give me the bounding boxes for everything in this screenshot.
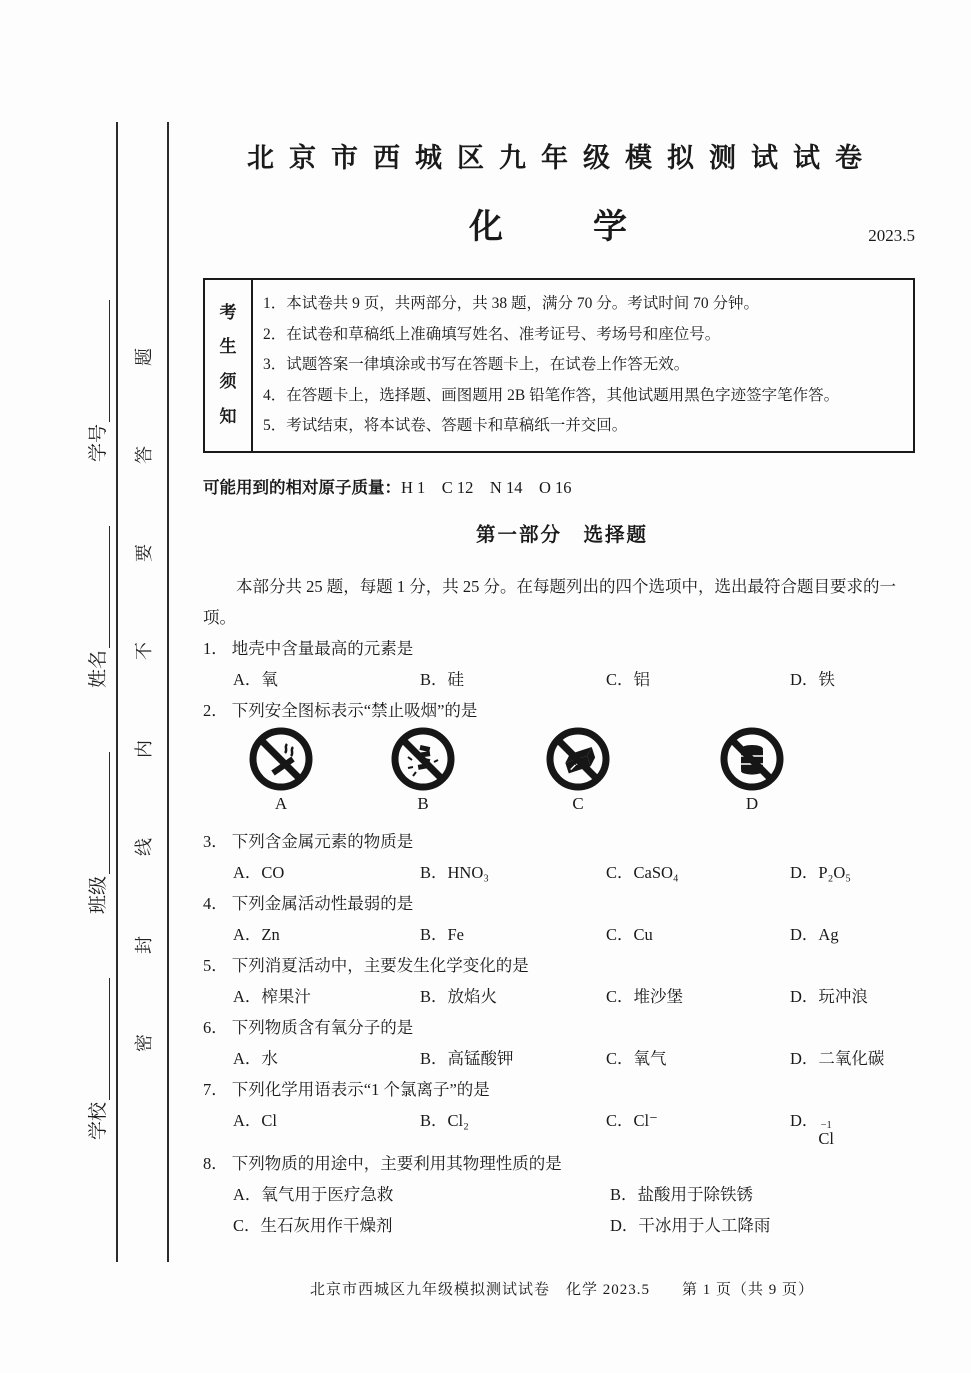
question-7-options (203, 1105, 921, 1148)
option: A．Cl (233, 1110, 278, 1130)
field-school-label: 学校 (88, 1101, 109, 1140)
question-6-options (203, 1043, 921, 1074)
question-5-options (203, 981, 921, 1012)
question-2-stem (203, 695, 921, 726)
question-1-stem (203, 633, 921, 664)
question-2 (203, 695, 921, 826)
option: B．高锰酸钾 (420, 1048, 514, 1068)
seal-warning-text: 密封线内不要答题 (134, 268, 154, 1052)
question-5-stem (203, 950, 921, 981)
question-7-stem (203, 1074, 921, 1105)
main-content (203, 140, 921, 1241)
section-title: 第一部分 选择题 (475, 524, 648, 546)
option: C．Cl⁻ (606, 1110, 658, 1130)
no-fireworks-icon (390, 726, 456, 792)
question-1-number: 1． (203, 638, 228, 658)
atomic-mass-line (203, 475, 921, 501)
question-1-options (203, 664, 921, 695)
option: B．HNO₃ (420, 862, 490, 882)
safety-sign-b (390, 726, 456, 814)
option: B．盐酸用于除铁锈 (610, 1184, 754, 1204)
question-6-text: 下列物质含有氧分子的是 (231, 1017, 414, 1037)
question-6-stem (203, 1012, 921, 1043)
notice-item: 4．在答题卡上，选择题、画图题用 2B 铅笔作答，其他试题用黑色字迹签字笔作答。 (263, 386, 840, 404)
field-name (83, 526, 110, 688)
question-3 (203, 826, 921, 888)
field-student-id (83, 300, 110, 462)
notice-box (203, 278, 915, 453)
subject-title: 化 学 (469, 209, 655, 246)
question-4-text: 下列金属活动性最弱的是 (231, 893, 414, 913)
sign-label-b: B (417, 793, 429, 813)
option: C．氧气 (606, 1048, 667, 1068)
option: C．CaSO₄ (606, 862, 679, 882)
question-6-number: 6． (203, 1017, 228, 1037)
no-open-flame-box-icon (545, 726, 611, 792)
question-3-number: 3． (203, 831, 228, 851)
option: C．生石灰用作干燥剂 (233, 1215, 393, 1235)
notice-item: 1．本试卷共 9 页，共两部分，共 38 题，满分 70 分。考试时间 70 分钟。 (263, 295, 760, 312)
option: D．P₂O₅ (790, 862, 852, 882)
page-title: 北京市西城区九年级模拟测试试卷 (247, 143, 877, 173)
subject-row (203, 204, 921, 252)
notice-item: 5．考试结束，将本试卷、答题卡和草稿纸一并交回。 (263, 417, 628, 434)
question-2-number: 2． (203, 700, 228, 720)
safety-sign-c (545, 726, 611, 814)
seal-student-fields (68, 232, 110, 1192)
notice-item: 3．试题答案一律填涂或书写在答题卡上，在试卷上作答无效。 (263, 356, 690, 373)
atomic-mass-values: H 1 C 12 N 14 O 16 (401, 477, 572, 497)
question-6 (203, 1012, 921, 1074)
question-7-text: 下列化学用语表示“1 个氯离子”的是 (231, 1079, 490, 1099)
question-2-icons (203, 726, 921, 826)
option: C．铝 (606, 669, 651, 689)
field-name-blank (105, 526, 110, 648)
option: D．干冰用于人工降雨 (610, 1215, 771, 1235)
field-class-blank (105, 752, 110, 874)
question-4-number: 4． (203, 893, 228, 913)
option-valence (790, 1105, 921, 1148)
valence-superscript: −1 (820, 1119, 832, 1131)
option: A．氧 (233, 669, 278, 689)
question-5-number: 5． (203, 955, 228, 975)
question-3-options (203, 857, 921, 888)
question-5 (203, 950, 921, 1012)
notice-item: 2．在试卷和草稿纸上准确填写姓名、准考证号、考场号和座位号。 (263, 325, 721, 343)
sign-label-d: D (745, 793, 759, 813)
option: C．堆沙堡 (606, 986, 684, 1006)
notice-list (253, 280, 913, 451)
option: B．放焰火 (420, 986, 498, 1006)
question-8-number: 8． (203, 1153, 228, 1173)
option: B．硅 (420, 669, 465, 689)
field-school (83, 978, 110, 1140)
exam-date: 2023.5 (868, 226, 915, 245)
question-3-stem (203, 826, 921, 857)
safety-sign-d (719, 726, 785, 814)
question-7 (203, 1074, 921, 1148)
notice-header-text: 考生须知 (219, 302, 237, 427)
no-smoking-icon (248, 726, 314, 792)
option: A．CO (233, 862, 285, 882)
field-student-id-label: 学号 (88, 423, 109, 462)
option: D．Ag (790, 924, 839, 944)
field-student-id-blank (105, 300, 110, 422)
option: D．铁 (790, 669, 835, 689)
field-class-label: 班级 (88, 875, 109, 914)
question-7-number: 7． (203, 1079, 228, 1099)
question-4-stem (203, 888, 921, 919)
option: B．Cl₂ (420, 1110, 469, 1130)
safety-sign-a (248, 726, 314, 814)
valence-base: Cl (818, 1128, 835, 1148)
option-d-key: D． (790, 1110, 819, 1130)
option: A．氧气用于医疗急救 (233, 1184, 394, 1204)
section-intro: 本部分共 25 题，每题 1 分，共 25 分。在每题列出的四个选项中，选出最符合题目要求的一项。 (203, 576, 896, 627)
question-5-text: 下列消夏活动中，主要发生化学变化的是 (231, 955, 529, 975)
field-school-blank (105, 978, 110, 1100)
atomic-mass-label: 可能用到的相对原子质量： (203, 477, 401, 497)
option: B．Fe (420, 924, 465, 944)
question-1-text: 地壳中含量最高的元素是 (231, 638, 414, 658)
field-name-label: 姓名 (88, 649, 109, 688)
option: D．玩冲浪 (790, 986, 868, 1006)
question-3-text: 下列含金属元素的物质是 (231, 831, 414, 851)
page-footer: 北京市西城区九年级模拟测试试卷 化学 2023.5 第 1 页（共 9 页） (309, 1282, 814, 1298)
sign-label-c: C (572, 793, 584, 813)
question-8 (203, 1148, 921, 1241)
option: A．Zn (233, 924, 280, 944)
no-flammable-drum-icon (719, 726, 785, 792)
option: A．水 (233, 1048, 278, 1068)
question-8-text: 下列物质的用途中，主要利用其物理性质的是 (231, 1153, 562, 1173)
option: C．Cu (606, 924, 653, 944)
field-class (83, 752, 110, 914)
question-4-options (203, 919, 921, 950)
question-4 (203, 888, 921, 950)
question-2-text: 下列安全图标表示“禁止吸烟”的是 (231, 700, 478, 720)
option: A．榨果汁 (233, 986, 311, 1006)
question-1 (203, 633, 921, 695)
question-8-stem (203, 1148, 921, 1179)
seal-line-outer (116, 122, 118, 1262)
sign-label-a: A (274, 793, 288, 813)
option: D．二氧化碳 (790, 1048, 885, 1068)
question-8-options (203, 1179, 921, 1241)
valence-notation (818, 1121, 834, 1148)
notice-header (205, 280, 253, 451)
